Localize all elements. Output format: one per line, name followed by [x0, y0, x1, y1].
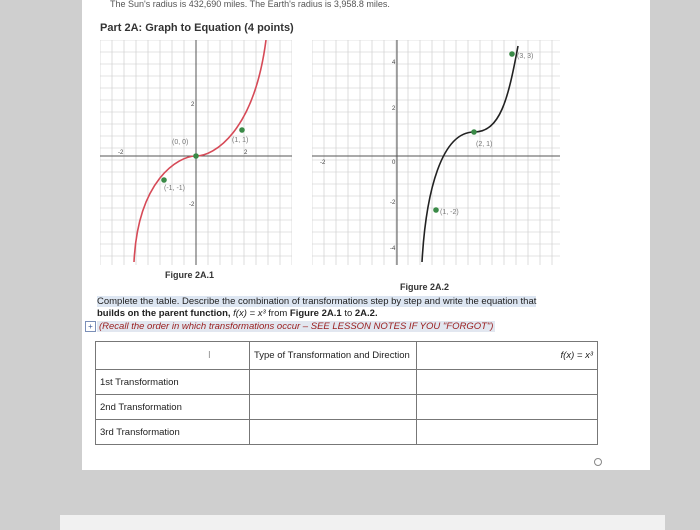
equation-cell[interactable]	[417, 420, 598, 445]
equation-header: f(x) = x³	[417, 342, 598, 370]
tick-label: 2	[191, 102, 195, 108]
figure-2a1-graph	[100, 40, 292, 265]
tick-label: -2	[118, 150, 124, 156]
point-marker	[433, 207, 439, 213]
tick-label: 2	[244, 150, 248, 156]
point-marker	[193, 153, 199, 159]
point-label: (1, 1)	[232, 137, 249, 144]
tick-label: 4	[392, 60, 396, 66]
type-cell[interactable]	[250, 420, 417, 445]
row-label: 3rd Transformation	[96, 420, 250, 445]
point-marker	[239, 127, 245, 133]
point-label: (1, -2)	[440, 209, 459, 216]
lesson-note: (Recall the order in which transformations occur – SEE LESSON NOTES IF YOU "FORGOT")	[99, 321, 494, 332]
tick-label: -4	[390, 246, 396, 252]
expand-icon[interactable]: +	[85, 321, 96, 332]
equation-cell[interactable]	[417, 370, 598, 395]
figure-2a2-graph	[312, 40, 560, 265]
point-marker	[471, 129, 477, 135]
figure-2a2-curve	[422, 46, 518, 262]
part-title: Part 2A: Graph to Equation (4 points)	[100, 22, 294, 34]
figure-2a1-label: Figure 2A.1	[165, 270, 215, 280]
point-marker	[161, 177, 167, 183]
table-header-row	[96, 342, 598, 370]
type-header: Type of Transformation and Direction	[250, 342, 417, 370]
table-row	[96, 420, 598, 445]
point-label: (0, 0)	[172, 139, 189, 146]
table-row	[96, 370, 598, 395]
table-corner-cell[interactable]	[96, 342, 250, 370]
instructions-line-2: builds on the parent function, f(x) = x³ from Figure 2A.1 to 2A.2.	[97, 308, 378, 319]
next-page-edge	[60, 515, 665, 530]
type-cell[interactable]	[250, 370, 417, 395]
point-label: (-1, -1)	[164, 185, 185, 192]
instructions-line-1: Complete the table. Describe the combination of transformations step by step and write the equation that	[97, 296, 537, 307]
tick-label: -2	[189, 202, 195, 208]
header-top-text: The Sun's radius is 432,690 miles. The Earth's radius is 3,958.8 miles.	[110, 0, 390, 9]
tick-label: -2	[320, 160, 326, 166]
point-label: (2, 1)	[476, 141, 493, 148]
table-resize-handle[interactable]	[594, 458, 602, 466]
transformation-table	[95, 341, 598, 445]
tick-label: 0	[392, 160, 396, 166]
point-marker	[509, 51, 515, 57]
type-cell[interactable]	[250, 395, 417, 420]
point-label: (3, 3)	[517, 53, 534, 60]
tick-label: 2	[392, 106, 396, 112]
figure-2a2-label: Figure 2A.2	[400, 282, 450, 292]
text-cursor-icon: I	[208, 350, 211, 361]
table-row	[96, 395, 598, 420]
equation-cell[interactable]	[417, 395, 598, 420]
row-label: 1st Transformation	[96, 370, 250, 395]
tick-label: -2	[390, 200, 396, 206]
row-label: 2nd Transformation	[96, 395, 250, 420]
